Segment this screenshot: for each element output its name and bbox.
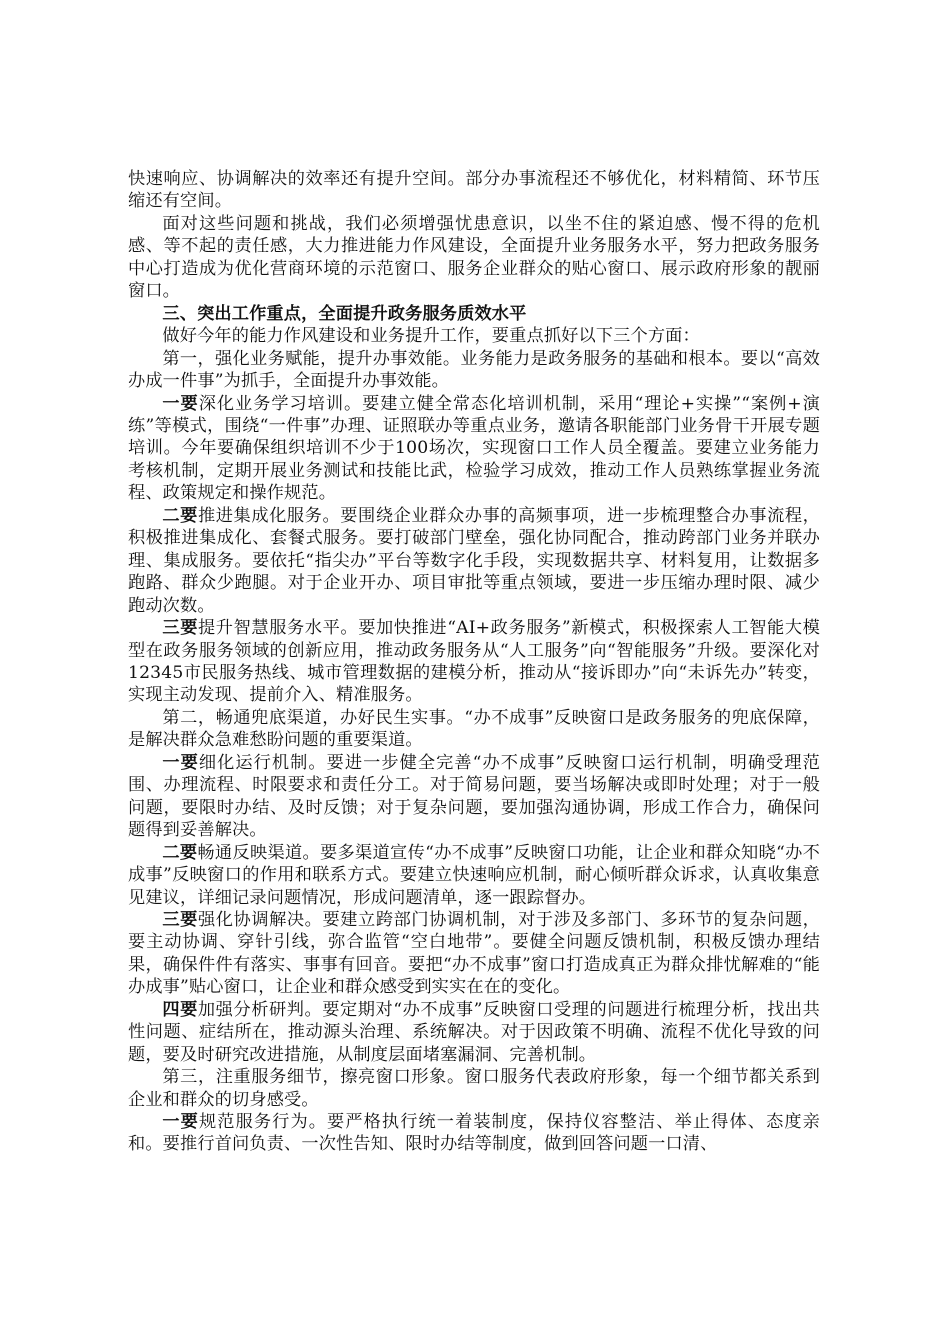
- paragraph-text: 畅通反映渠道。要多渠道宣传“办不成事”反映窗口功能，让企业和群众知晓“办不成事”反映窗口的作用和联系方式。要建立快速响应机制，耐心倾听群众诉求，认真收集意见建议，详细记录问题情况，形成问题清单，逐一跟踪督办。: [128, 842, 820, 908]
- paragraph-lead: 一要: [162, 1112, 199, 1133]
- paragraph-text: 强化协调解决。要建立跨部门协调机制，对于涉及多部门、多环节的复杂问题，要主动协调、穿针引线，弥合监管“空白地带”。要健全问题反馈机制，积极反馈办理结果，确保件件有落实、事事有回音。要把“办不成事”窗口打造成真正为群众排忧解难的“能办成事”贴心窗口，让企业和群众感受到实实在在的变化。: [128, 909, 820, 998]
- paragraph-lead: 二要: [162, 505, 198, 526]
- paragraph: [128, 505, 820, 617]
- paragraph-lead: 二要: [162, 842, 198, 863]
- paragraph: [128, 909, 820, 999]
- paragraph-lead: 三要: [162, 909, 198, 930]
- paragraph: 第三，注重服务细节，擦亮窗口形象。窗口服务代表政府形象，每一个细节都关系到企业和群众的切身感受。: [128, 1067, 820, 1110]
- paragraph: 做好今年的能力作风建设和业务提升工作，要重点抓好以下三个方面：: [162, 326, 700, 347]
- paragraph-lead: 四要: [162, 999, 198, 1020]
- paragraph-continued: 快速响应、协调解决的效率还有提升空间。部分办事流程还不够优化，材料精简、环节压缩还有空间。: [128, 169, 820, 212]
- paragraph: [128, 393, 820, 505]
- paragraph: [128, 999, 820, 1066]
- paragraph: [128, 842, 820, 909]
- paragraph-text: 加强分析研判。要定期对“办不成事”反映窗口受理的问题进行梳理分析，找出共性问题、症结所在，推动源头治理、系统解决。对于因政策不明确、流程不优化导致的问题，要及时研究改进措施，从制度层面堵塞漏洞、完善机制。: [128, 999, 820, 1065]
- paragraph: [128, 1111, 820, 1156]
- paragraph-text: 深化业务学习培训。要建立健全常态化培训机制，采用“理论+实操”“案例+演练”等模式，围绕“一件事”办理、证照联办等重点业务，邀请各职能部门业务骨干开展专题培训。今年要确保组织培训不少于100场次，实现窗口工作人员全覆盖。要建立业务能力考核机制，定期开展业务测试和技能比武，检验学习成效，推动工作人员熟练掌握业务流程、政策规定和操作规范。: [128, 393, 820, 504]
- paragraph: 第二，畅通兜底渠道，办好民生实事。“办不成事”反映窗口是政务服务的兜底保障，是解决群众急难愁盼问题的重要渠道。: [128, 707, 820, 751]
- paragraph: [128, 752, 820, 842]
- section-heading: 三、突出工作重点，全面提升政务服务质效水平: [162, 303, 527, 324]
- paragraph-text: 提升智慧服务水平。要加快推进“AI+政务服务”新模式，积极探索人工智能大模型在政务服务领域的创新应用，推动政务服务从“人工服务”向“智能服务”升级。要深化对12345市民服务热线、城市管理数据的建模分析，推动从“接诉即办”向“未诉先办”转变，实现主动发现、提前介入、精准服务。: [128, 618, 820, 706]
- paragraph-text: 细化运行机制。要进一步健全完善“办不成事”反映窗口运行机制，明确受理范围、办理流程、时限要求和责任分工。对于简易问题，要当场解决或即时处理；对于一般问题，要限时办结、及时反馈；对于复杂问题，要加强沟通协调，形成工作合力，确保问题得到妥善解决。: [128, 752, 820, 841]
- paragraph: [128, 617, 820, 707]
- paragraph-text: 规范服务行为。要严格执行统一着装制度，保持仪容整洁、举止得体、态度亲和。要推行首问负责、一次性告知、限时办结等制度，做到回答问题一口清、: [128, 1112, 820, 1155]
- paragraph-lead: 一要: [162, 393, 199, 414]
- paragraph: 第一，强化业务赋能，提升办事效能。业务能力是政务服务的基础和根本。要以“高效办成一件事”为抓手，全面提升办事效能。: [128, 348, 820, 392]
- paragraph-lead: 一要: [162, 752, 199, 773]
- paragraph-lead: 三要: [162, 618, 198, 639]
- paragraph: 面对这些问题和挑战，我们必须增强忧患意识，以坐不住的紧迫感、慢不得的危机感、等不起的责任感，大力推进能力作风建设，全面提升业务服务水平，努力把政务服务中心打造成为优化营商环境的示范窗口、服务企业群众的贴心窗口、展示政府形象的靓丽窗口。: [128, 213, 820, 302]
- document-body: [128, 168, 820, 1156]
- paragraph-text: 推进集成化服务。要围绕企业群众办事的高频事项，进一步梳理整合办事流程，积极推进集成化、套餐式服务。要打破部门壁垒，强化协同配合，推动跨部门业务并联办理、集成服务。要依托“指尖办”平台等数字化手段，实现数据共享、材料复用，让数据多跑路、群众少跑腿。对于企业开办、项目审批等重点领域，要进一步压缩办理时限、减少跑动次数。: [128, 505, 820, 616]
